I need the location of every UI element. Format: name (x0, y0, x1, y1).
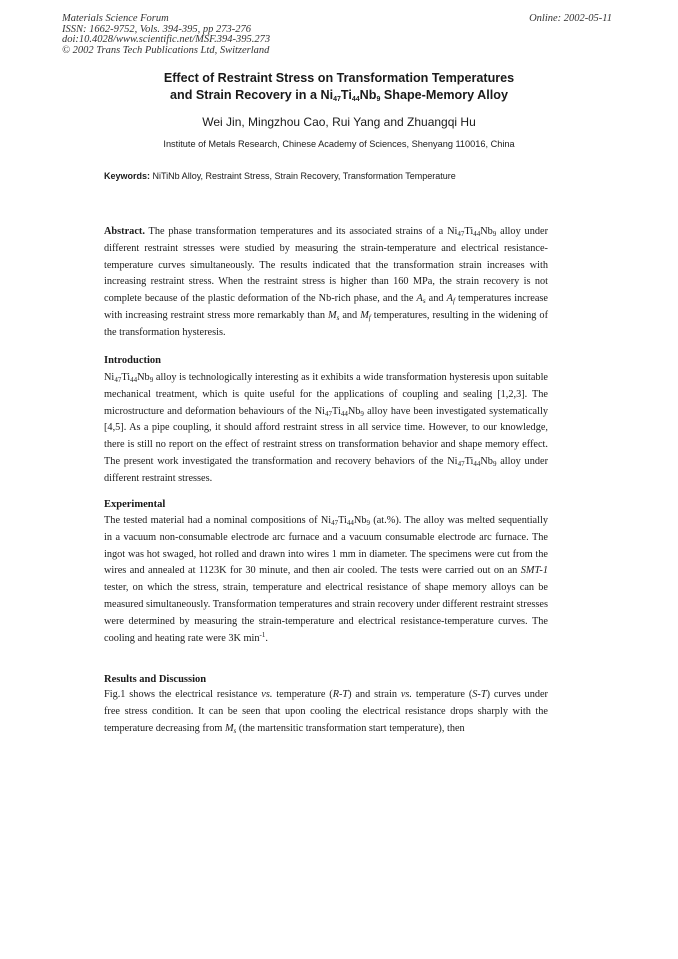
keywords-label: Keywords: (104, 171, 151, 181)
symbol-sub: s (422, 297, 426, 306)
formula-sub: 44 (473, 230, 481, 238)
section-heading-introduction: Introduction (104, 355, 161, 366)
abstract (104, 224, 548, 342)
formula-el: Nb (137, 372, 150, 383)
formula-el: Ti (340, 88, 352, 102)
title-text: Shape-Memory Alloy (380, 88, 508, 102)
abstract-text: temperatures increase with increasing restraint stress more remarkably than (104, 293, 549, 321)
authors: Wei Jin, Mingzhou Cao, Rui Yang and Zhuangqi Hu (202, 115, 476, 129)
unit-sup: -1 (259, 630, 266, 639)
symbol-sub: s (336, 313, 340, 322)
formula-sub: 9 (149, 376, 154, 384)
res-italic: S-T (472, 689, 487, 700)
results-paragraph (104, 687, 548, 737)
res-text: (the martensitic transformation start temperature), then (236, 722, 465, 734)
symbol: M (224, 722, 234, 734)
res-text: ) curves under free stress condition. It can be seen that upon cooling the electrical resistance drops sharply with the temperature decreasing from (104, 689, 548, 734)
abstract-text: and (425, 293, 447, 305)
formula-sub: 47 (457, 459, 465, 468)
formula-el: Ti (332, 405, 341, 417)
intro-text: alloy under different restraint stresses. (104, 455, 548, 484)
formula-sub: 44 (473, 459, 481, 468)
formula-sub: 47 (457, 230, 465, 238)
formula-el: Ni (447, 226, 458, 237)
formula-el: Ti (121, 372, 131, 383)
title-text: and Strain Recovery in a Ni (170, 88, 334, 102)
section-heading-experimental: Experimental (104, 499, 166, 510)
formula-el: Nb (480, 226, 493, 237)
abstract-text: temperatures, resulting in the widening of the transformation hysteresis. (104, 309, 549, 338)
formula-el: Nb (480, 455, 493, 467)
formula-sub: 9 (360, 409, 364, 418)
journal-header (62, 14, 270, 56)
formula-el: Ni (447, 455, 458, 467)
abstract-label: Abstract. (104, 226, 145, 237)
formula-el: Nb (347, 405, 361, 417)
keywords (104, 171, 456, 181)
intro-text: alloy is technologically interesting as it exhibits a wide transformation hysteresis upon suitable mechanical treatment, which is quite useful for the applications of coupling and sealing [1,2,3]. The microstructure and deformation behaviours of the (104, 372, 548, 417)
keywords-text: NiTiNb Alloy, Restraint Stress, Strain Recovery, Transformation Temperature (150, 171, 456, 181)
symbol: M (360, 309, 369, 321)
formula-el: Ni (320, 515, 332, 526)
experimental-paragraph (104, 513, 548, 647)
doi-line: doi:10.4028/www.scientific.net/MSF.394-395.273 (62, 34, 271, 46)
formula-sub: 47 (331, 519, 339, 527)
formula-el: Ni (104, 372, 115, 383)
formula-sub: 44 (130, 376, 138, 384)
res-text: temperature ( (272, 689, 333, 700)
exp-text: (at.%). The alloy was melted sequentially in a vacuum non-consumable electrode arc furnace and a vacuum consumable electrode arc furnace. The ingot was hot swaged, hot rolled and drawn into wires 1 mm in diameter. The specimens were cut from the wires and annealed at 1123K for 30 minute, and then air cooled. The tests were carried out on an (104, 515, 549, 577)
paper-title (0, 70, 678, 104)
formula-sub: 44 (340, 409, 348, 418)
exp-text: . (265, 632, 268, 644)
title-line-1: Effect of Restraint Stress on Transformation Temperatures (163, 71, 515, 85)
formula-sub: 9 (366, 519, 371, 527)
symbol-sub: s (233, 726, 237, 735)
symbol-sub: f (368, 313, 371, 322)
formula-sub: 44 (351, 96, 360, 103)
symbol-sub: f (452, 297, 455, 306)
formula-sub: 9 (492, 459, 497, 468)
introduction-paragraph (104, 370, 548, 488)
formula-sub: 47 (325, 409, 333, 418)
tester-name: SMT-1 (520, 565, 548, 577)
res-italic: vs. (400, 689, 412, 700)
affiliation: Institute of Metals Research, Chinese Academy of Sciences, Shenyang 110016, China (163, 139, 515, 149)
res-italic: R-T (332, 689, 349, 700)
formula-sub: 47 (114, 376, 122, 384)
abstract-text: The phase transformation temperatures and its associated strains of a (144, 226, 448, 237)
res-text: ) and strain (348, 689, 401, 700)
symbol: A (416, 293, 423, 305)
formula-el: Ti (464, 226, 474, 237)
title-line-2 (170, 88, 508, 102)
section-heading-results: Results and Discussion (104, 674, 207, 685)
formula-sub: 9 (376, 96, 381, 103)
formula-el: Nb (359, 88, 377, 102)
copyright-line: © 2002 Trans Tech Publications Ltd, Switzerland (62, 44, 270, 56)
symbol: M (328, 309, 337, 321)
exp-text: tester, on which the stress, strain, temperature and electrical resistance of shape memory alloys can be measured simultaneously. Transformation temperatures and strain recovery under different restraint stresses were determined by measuring the strain-temperature and electrical resistance-temperature curves. The cooling and heating rate were 3K min (104, 582, 548, 644)
journal-name: Materials Science Forum (62, 13, 169, 24)
online-date: Online: 2002-05-11 (529, 13, 612, 24)
intro-text: alloy have been investigated systematically [4,5]. As a pipe coupling, it should afford restraint stress in all service time. However, to our knowledge, there is still no report on the effect of restraint stress on transformation behavior and shape memory effect. The present work investigated the transformation and recovery behaviors of the (104, 405, 548, 467)
formula-sub: 44 (346, 519, 354, 527)
exp-text: The tested material had a nominal compositions of (104, 515, 321, 526)
formula-el: Ti (338, 515, 347, 526)
formula-el: Ni (314, 405, 326, 417)
res-italic: vs. (261, 689, 273, 700)
formula-sub: 47 (333, 96, 341, 103)
formula-el: Nb (353, 515, 367, 526)
issn-line: ISSN: 1662-9752, Vols. 394-395, pp 273-276 (62, 23, 251, 35)
abstract-text: alloy under different restraint stresses were studied by measuring the strain-temperature and electrical resistance-temperature curves simultaneously. The results indicated that the transformation strain increases with increasing restraint stress. When the restraint stress is higher than 160 MPa, the strain recovery is not complete because of the plastic deformation of the Nb-rich phase, and the (104, 226, 548, 305)
res-text: Fig.1 shows the electrical resistance (104, 689, 262, 700)
res-text: temperature ( (412, 689, 473, 700)
symbol: A (446, 293, 453, 305)
formula-el: Ti (464, 455, 474, 467)
abstract-text: and (339, 309, 361, 321)
formula-sub: 9 (492, 230, 497, 238)
